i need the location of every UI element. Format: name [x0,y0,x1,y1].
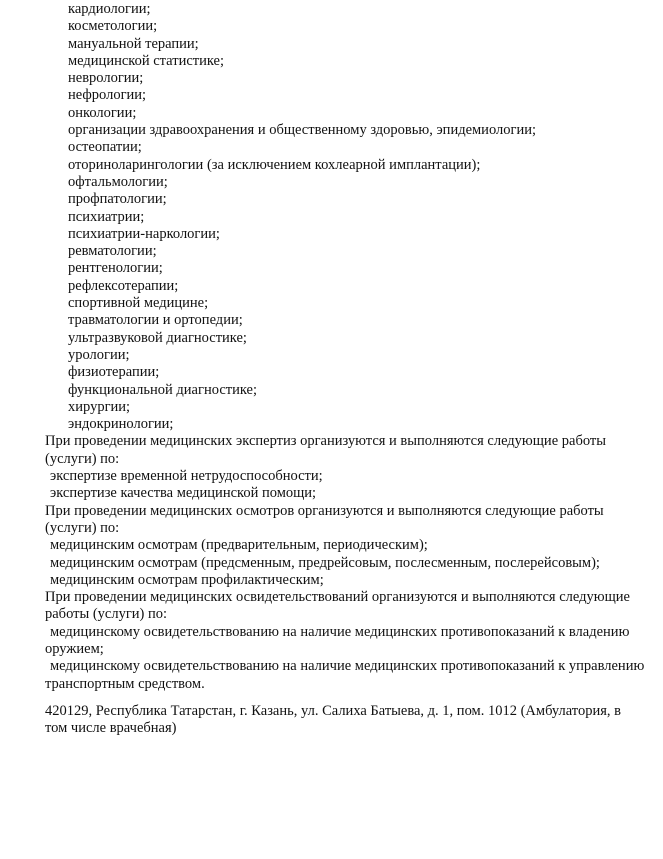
specialty-item: травматологии и ортопедии; [68,312,243,329]
section-intro-line: При проведении медицинских осмотров организуются и выполняются следующие работы [45,502,604,519]
specialty-item: психиатрии-наркологии; [68,225,220,242]
specialties-list [45,1,643,433]
section-intro-line: (услуги) по: [45,450,120,467]
specialty-item: рефлексотерапии; [68,277,179,294]
service-item-line: экспертизе временной нетрудоспособности; [50,468,323,485]
section-intro-line: (услуги) по: [45,519,120,536]
service-item-line: медицинским осмотрам (предварительным, периодическим); [50,537,428,554]
specialty-item: онкологии; [68,104,137,121]
address [45,703,643,738]
specialty-item: нефрологии; [68,87,147,104]
specialty-item: неврологии; [68,70,144,87]
specialty-item: кардиологии; [68,1,151,17]
section-intro-line: При проведении медицинских освидетельствований организуются и выполняются следующие [45,589,630,606]
address-line: 420129, Республика Татарстан, г. Казань, ул. Салиха Батыева, д. 1, пом. 1012 (Амбулатория, в [45,702,621,719]
specialty-item: офтальмологии; [68,173,168,190]
address-line: том числе врачебная) [45,720,177,737]
specialty-item: медицинской статистике; [68,52,225,69]
license-section [45,503,643,589]
section-intro-line: работы (услуги) по: [45,606,168,623]
service-item-line: транспортным средством. [45,675,205,692]
license-section [45,589,643,693]
specialty-item: хирургии; [68,398,131,415]
specialty-item: психиатрии; [68,208,145,225]
service-item-line: медицинскому освидетельствованию на наличие медицинских противопоказаний к владению [50,623,630,640]
specialty-item: ультразвуковой диагностике; [68,329,247,346]
specialty-item: организации здравоохранения и общественному здоровью, эпидемиологии; [68,122,536,139]
specialty-item: функциональной диагностике; [68,381,257,398]
specialty-item: спортивной медицине; [68,295,209,312]
service-item-line: экспертизе качества медицинской помощи; [50,485,317,502]
service-item-line: медицинским осмотрам (предсменным, предрейсовым, послесменным, послерейсовым); [50,554,600,571]
specialty-item: эндокринологии; [68,416,174,433]
license-sections [45,433,643,692]
specialty-item: урологии; [68,346,130,363]
service-item-line: медицинским осмотрам профилактическим; [50,571,324,588]
section-intro-line: При проведении медицинских экспертиз организуются и выполняются следующие работы [45,433,606,450]
specialty-item: оториноларингологии (за исключением кохлеарной имплантации); [68,156,481,173]
specialty-item: физиотерапии; [68,364,160,381]
specialty-item: косметологии; [68,18,158,35]
service-item-line: оружием; [45,640,104,657]
specialty-item: ревматологии; [68,243,157,260]
specialty-item: мануальной терапии; [68,35,199,52]
service-item-line: медицинскому освидетельствованию на наличие медицинских противопоказаний к управлению [50,658,645,675]
specialty-item: остеопатии; [68,139,142,156]
license-section [45,433,643,502]
specialty-item: рентгенологии; [68,260,163,277]
specialty-item: профпатологии; [68,191,167,208]
